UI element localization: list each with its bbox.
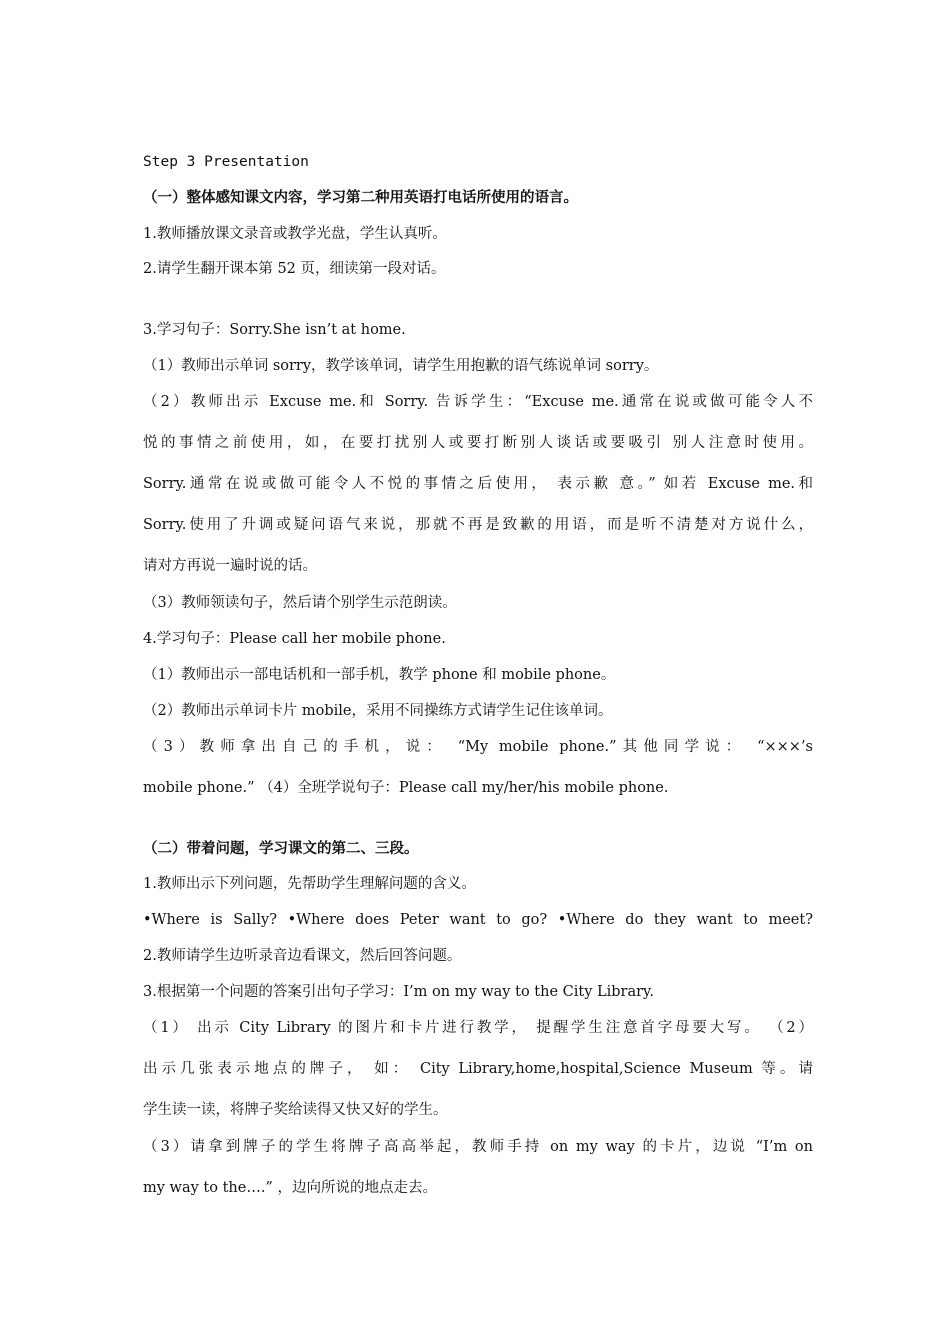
section1-item4: 4.学习句子：Please call her mobile phone. <box>143 631 446 647</box>
section2-item3-sub3-line1: （3）请拿到牌子的学生将牌子高高举起，教师手持 on my way 的卡片，边说 “I’m on <box>143 1139 813 1155</box>
section2-item2: 2.教师请学生边听录音边看课文，然后回答问题。 <box>143 948 462 964</box>
section1-item4-sub1: （1）教师出示一部电话机和一部手机，教学 phone 和 mobile phone。 <box>143 667 616 683</box>
section1-item3-sub2-line2: 悦的事情之前使用，如，在要打扰别人或要打断别人谈话或要吸引 别人注意时使用。 <box>143 435 813 451</box>
section1-item1: 1.教师播放课文录音或教学光盘，学生认真听。 <box>143 226 447 242</box>
section2-item3-sub1-line1: （1） 出示 City Library 的图片和卡片进行教学， 提醒学生注意首字母要大写。 （2） <box>143 1020 813 1036</box>
section2-questions: •Where is Sally? •Where does Peter want to go? •Where do they want to meet? <box>143 912 813 928</box>
section2-item3-sub1-line2: 出示几张表示地点的牌子， 如： City Library,home,hospital,Science Museum 等。请 <box>143 1061 813 1077</box>
section1-item3-sub3: （3）教师领读句子，然后请个别学生示范朗读。 <box>143 595 457 611</box>
step-heading: Step 3 Presentation <box>143 154 309 170</box>
section1-item3-sub2-line1: （2）教师出示 Excuse me.和 Sorry. 告诉学生：“Excuse me.通常在说或做可能令人不 <box>143 394 813 410</box>
section1-item3-sub2-line3: Sorry.通常在说或做可能令人不悦的事情之后使用， 表示歉 意。” 如若 Excuse me.和 <box>143 476 813 492</box>
section1-item4-sub2: （2）教师出示单词卡片 mobile，采用不同操练方式请学生记住该单词。 <box>143 703 613 719</box>
section2-item1: 1.教师出示下列问题，先帮助学生理解问题的含义。 <box>143 876 476 892</box>
section1-item3: 3.学习句子：Sorry.She isn’t at home. <box>143 322 406 338</box>
section2-heading: （二）带着问题，学习课文的第二、三段。 <box>143 840 419 857</box>
section1-item3-sub2-line4: Sorry.使用了升调或疑问语气来说，那就不再是致歉的用语，而是听不清楚对方说什么， <box>143 517 813 533</box>
section1-item3-sub1: （1）教师出示单词 sorry，教学该单词，请学生用抱歉的语气练说单词 sorry。 <box>143 358 659 374</box>
section1-item3-sub2-line5: 请对方再说一遍时说的话。 <box>143 558 317 574</box>
section2-item3-sub3-line2: my way to the….” ，边向所说的地点走去。 <box>143 1180 437 1196</box>
section1-item2: 2.请学生翻开课本第 52 页，细读第一段对话。 <box>143 261 446 277</box>
section1-item4-sub3-line1: （3）教师拿出自己的手机，说： “My mobile phone.”其他同学说： “×××’s <box>143 739 813 755</box>
section1-heading: （一）整体感知课文内容，学习第二种用英语打电话所使用的语言。 <box>143 189 578 206</box>
section1-item4-sub3-line2: mobile phone.” （4）全班学说句子：Please call my/her/his mobile phone. <box>143 780 669 796</box>
section2-item3-sub1-line3: 学生读一读，将牌子奖给读得又快又好的学生。 <box>143 1102 448 1118</box>
section2-item3: 3.根据第一个问题的答案引出句子学习：I’m on my way to the City Library. <box>143 984 654 1000</box>
